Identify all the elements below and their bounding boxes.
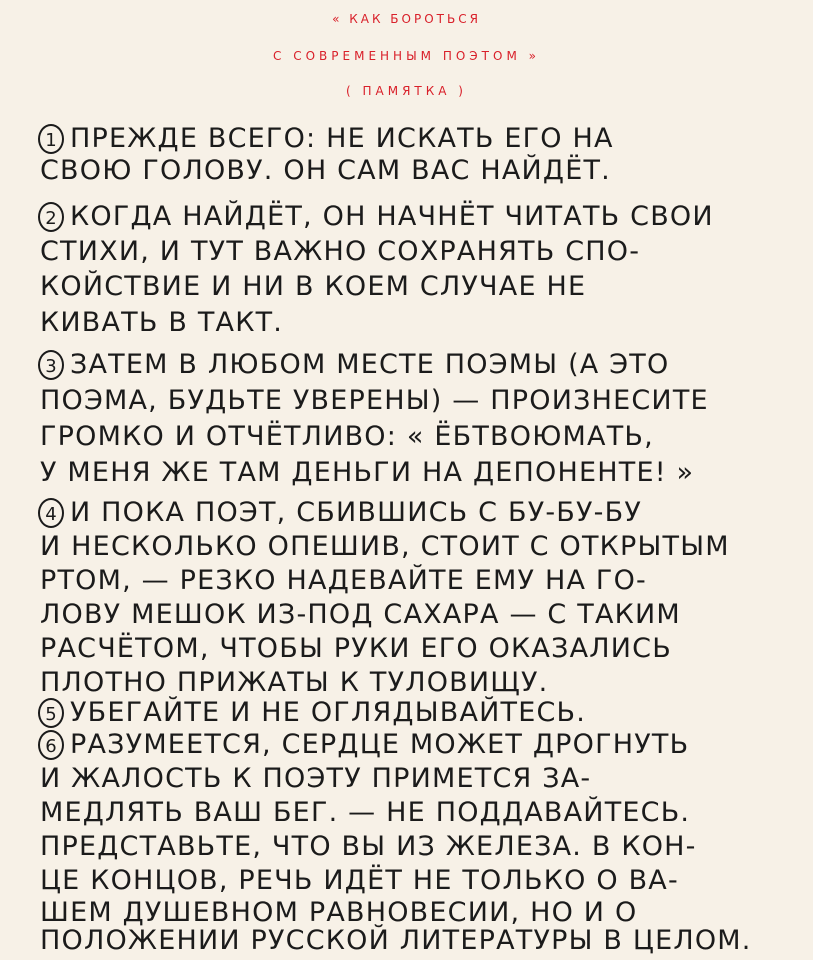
item-5-line-1: УБЕГАЙТЕ И НЕ ОГЛЯДЫВАЙТЕСЬ. <box>70 697 587 728</box>
item-4-line-4: ЛОВУ МЕШОК ИЗ-ПОД САХАРА — С ТАКИМ <box>40 599 681 630</box>
item-1-line-2: СВОЮ ГОЛОВУ. ОН САМ ВАС НАЙДЁТ. <box>40 155 611 186</box>
item-2-line-1: КОГДА НАЙДЁТ, ОН НАЧНЁТ ЧИТАТЬ СВОИ <box>70 201 714 232</box>
item-number-3: 3 <box>38 350 64 380</box>
page-title-line-1: « КАК БОРОТЬСЯ <box>332 12 481 26</box>
item-6-line-5: ЦЕ КОНЦОВ, РЕЧЬ ИДЁТ НЕ ТОЛЬКО О ВА- <box>40 865 679 896</box>
item-4-line-3: РТОМ, — РЕЗКО НАДЕВАЙТЕ ЕМУ НА ГО- <box>40 565 647 596</box>
item-number-5: 5 <box>38 698 64 728</box>
item-4-line-2: И НЕСКОЛЬКО ОПЕШИВ, СТОИТ С ОТКРЫТЫМ <box>40 531 730 562</box>
item-number-6: 6 <box>38 730 64 760</box>
item-4-line-6: ПЛОТНО ПРИЖАТЫ К ТУЛОВИЩУ. <box>40 667 549 698</box>
item-6-line-4: ПРЕДСТАВЬТЕ, ЧТО ВЫ ИЗ ЖЕЛЕЗА. В КОН- <box>40 831 697 862</box>
item-number-4: 4 <box>38 498 64 528</box>
item-6-line-1: РАЗУМЕЕТСЯ, СЕРДЦЕ МОЖЕТ ДРОГНУТЬ <box>70 729 690 760</box>
item-4-line-5: РАСЧЁТОМ, ЧТОБЫ РУКИ ЕГО ОКАЗАЛИСЬ <box>40 633 672 664</box>
item-6-line-7: ПОЛОЖЕНИИ РУССКОЙ ЛИТЕРАТУРЫ В ЦЕЛОМ. <box>40 925 752 956</box>
item-6-line-3: МЕДЛЯТЬ ВАШ БЕГ. — НЕ ПОДДАВАЙТЕСЬ. <box>40 797 691 828</box>
page-title-line-2: С СОВРЕМЕННЫМ ПОЭТОМ » <box>273 49 540 63</box>
item-6-line-6: ШЕМ ДУШЕВНОМ РАВНОВЕСИИ, НО И О <box>40 897 638 928</box>
item-3-line-3: ГРОМКО И ОТЧЁТЛИВО: « ЁБТВОЮМАТЬ, <box>40 421 654 452</box>
item-1-line-1: ПРЕЖДЕ ВСЕГО: НЕ ИСКАТЬ ЕГО НА <box>70 123 614 154</box>
item-4-line-1: И ПОКА ПОЭТ, СБИВШИСЬ С БУ-БУ-БУ <box>70 497 642 528</box>
item-2-line-2: СТИХИ, И ТУТ ВАЖНО СОХРАНЯТЬ СПО- <box>40 236 641 267</box>
item-3-line-1: ЗАТЕМ В ЛЮБОМ МЕСТЕ ПОЭМЫ (А ЭТО <box>70 349 670 380</box>
item-6-line-2: И ЖАЛОСТЬ К ПОЭТУ ПРИМЕТСЯ ЗА- <box>40 763 592 794</box>
item-number-2: 2 <box>38 202 64 232</box>
item-3-line-4: У МЕНЯ ЖЕ ТАМ ДЕНЬГИ НА ДЕПОНЕНТЕ! » <box>40 457 695 488</box>
item-number-1: 1 <box>38 124 64 154</box>
page-subtitle: ( ПАМЯТКА ) <box>346 84 467 98</box>
item-2-line-3: КОЙСТВИЕ И НИ В КОЕМ СЛУЧАЕ НЕ <box>40 271 587 302</box>
item-3-line-2: ПОЭМА, БУДЬТЕ УВЕРЕНЫ) — ПРОИЗНЕСИТЕ <box>40 385 709 416</box>
item-2-line-4: КИВАТЬ В ТАКТ. <box>40 307 284 338</box>
